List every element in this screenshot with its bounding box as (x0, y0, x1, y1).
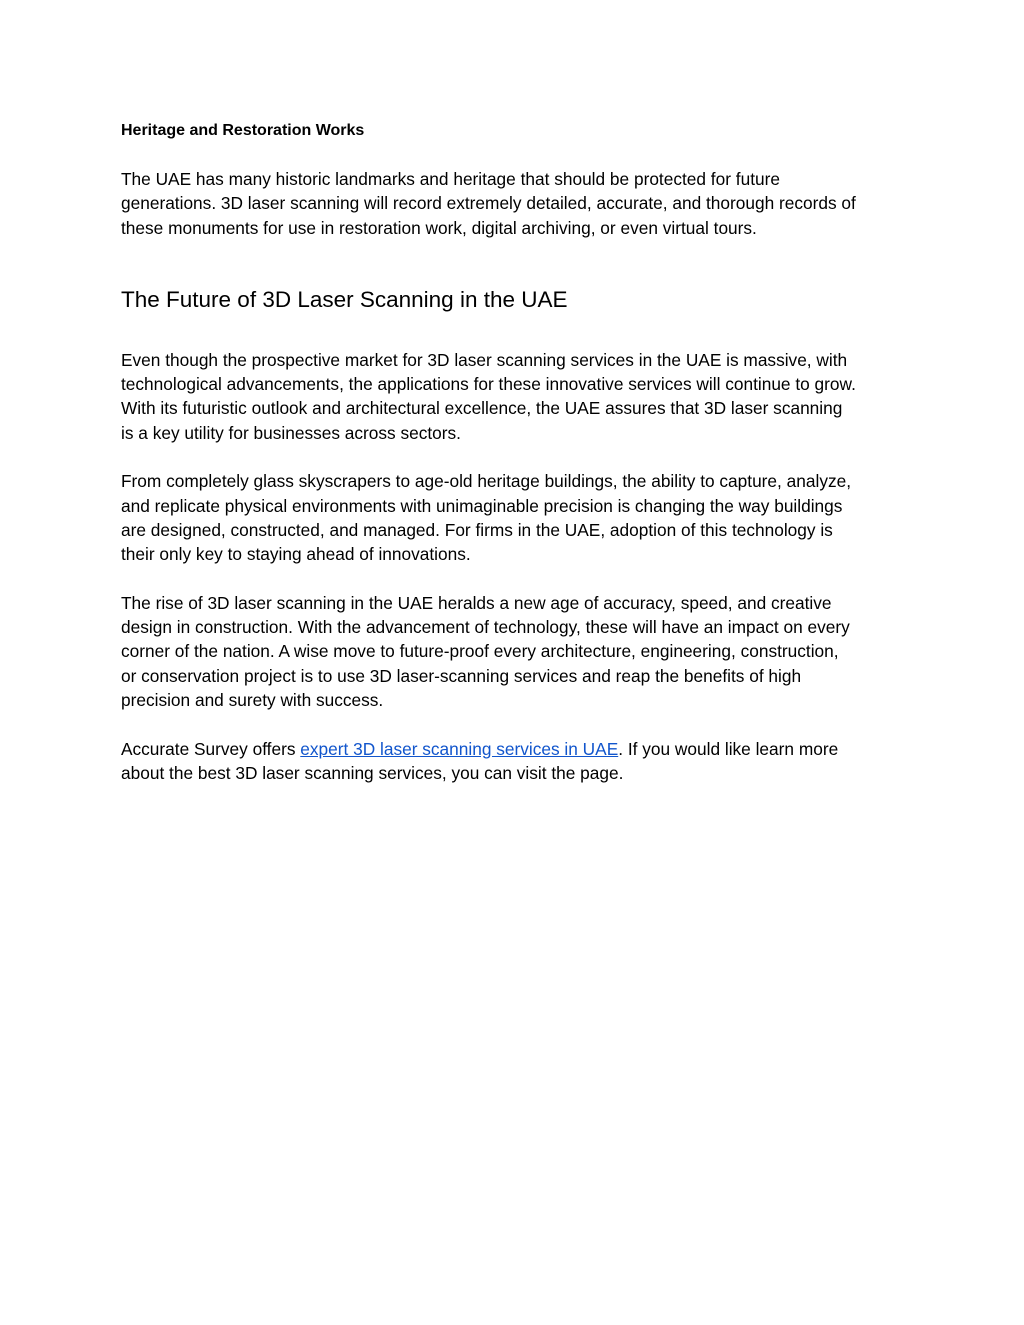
text-line (121, 737, 911, 761)
cta-text-after: . If you would like learn more (618, 738, 839, 759)
paragraph-rise (121, 591, 911, 712)
text-line: The rise of 3D laser scanning in the UAE heralds a new age of accuracy, speed, and creative (121, 592, 832, 613)
text-line: these monuments for use in restoration work, digital archiving, or even virtual tours. (121, 217, 757, 238)
document-body (121, 119, 911, 810)
section-heading-heritage: Heritage and Restoration Works (121, 122, 365, 139)
text-line: are designed, constructed, and managed. For firms in the UAE, adoption of this technology is (121, 519, 833, 540)
heading-future: The Future of 3D Laser Scanning in the UAE (121, 286, 568, 312)
text-line: generations. 3D laser scanning will record extremely detailed, accurate, and thorough records of (121, 193, 856, 214)
cta-text-before: Accurate Survey offers (121, 738, 301, 759)
text-line: about the best 3D laser scanning services, you can visit the page. (121, 762, 624, 783)
text-line: design in construction. With the advancement of technology, these will have an impact on every (121, 617, 850, 638)
text-line: Even though the prospective market for 3D laser scanning services in the UAE is massive, with (121, 349, 848, 370)
text-line: is a key utility for businesses across sectors. (121, 422, 461, 443)
text-line: The UAE has many historic landmarks and heritage that should be protected for future (121, 169, 780, 189)
services-link[interactable]: expert 3D laser scanning services in UAE (300, 738, 619, 759)
text-line: corner of the nation. A wise move to future-proof every architecture, engineering, construction, (121, 641, 839, 662)
text-line: With its futuristic outlook and architectural excellence, the UAE assures that 3D laser scanning (121, 398, 843, 419)
text-line: precision and surety with success. (121, 690, 384, 711)
paragraph-cta (121, 737, 911, 786)
text-line: or conservation project is to use 3D laser-scanning services and reap the benefits of high (121, 665, 802, 686)
text-line: technological advancements, the applications for these innovative services will continue to grow. (121, 374, 856, 395)
text-line: From completely glass skyscrapers to age-old heritage buildings, the ability to capture, analyze, (121, 471, 852, 492)
paragraph-glass (121, 469, 911, 566)
paragraph-market (121, 348, 911, 445)
paragraph-heritage (121, 167, 911, 240)
text-line: their only key to staying ahead of innovations. (121, 544, 471, 565)
text-line: and replicate physical environments with unimaginable precision is changing the way buildings (121, 495, 843, 516)
